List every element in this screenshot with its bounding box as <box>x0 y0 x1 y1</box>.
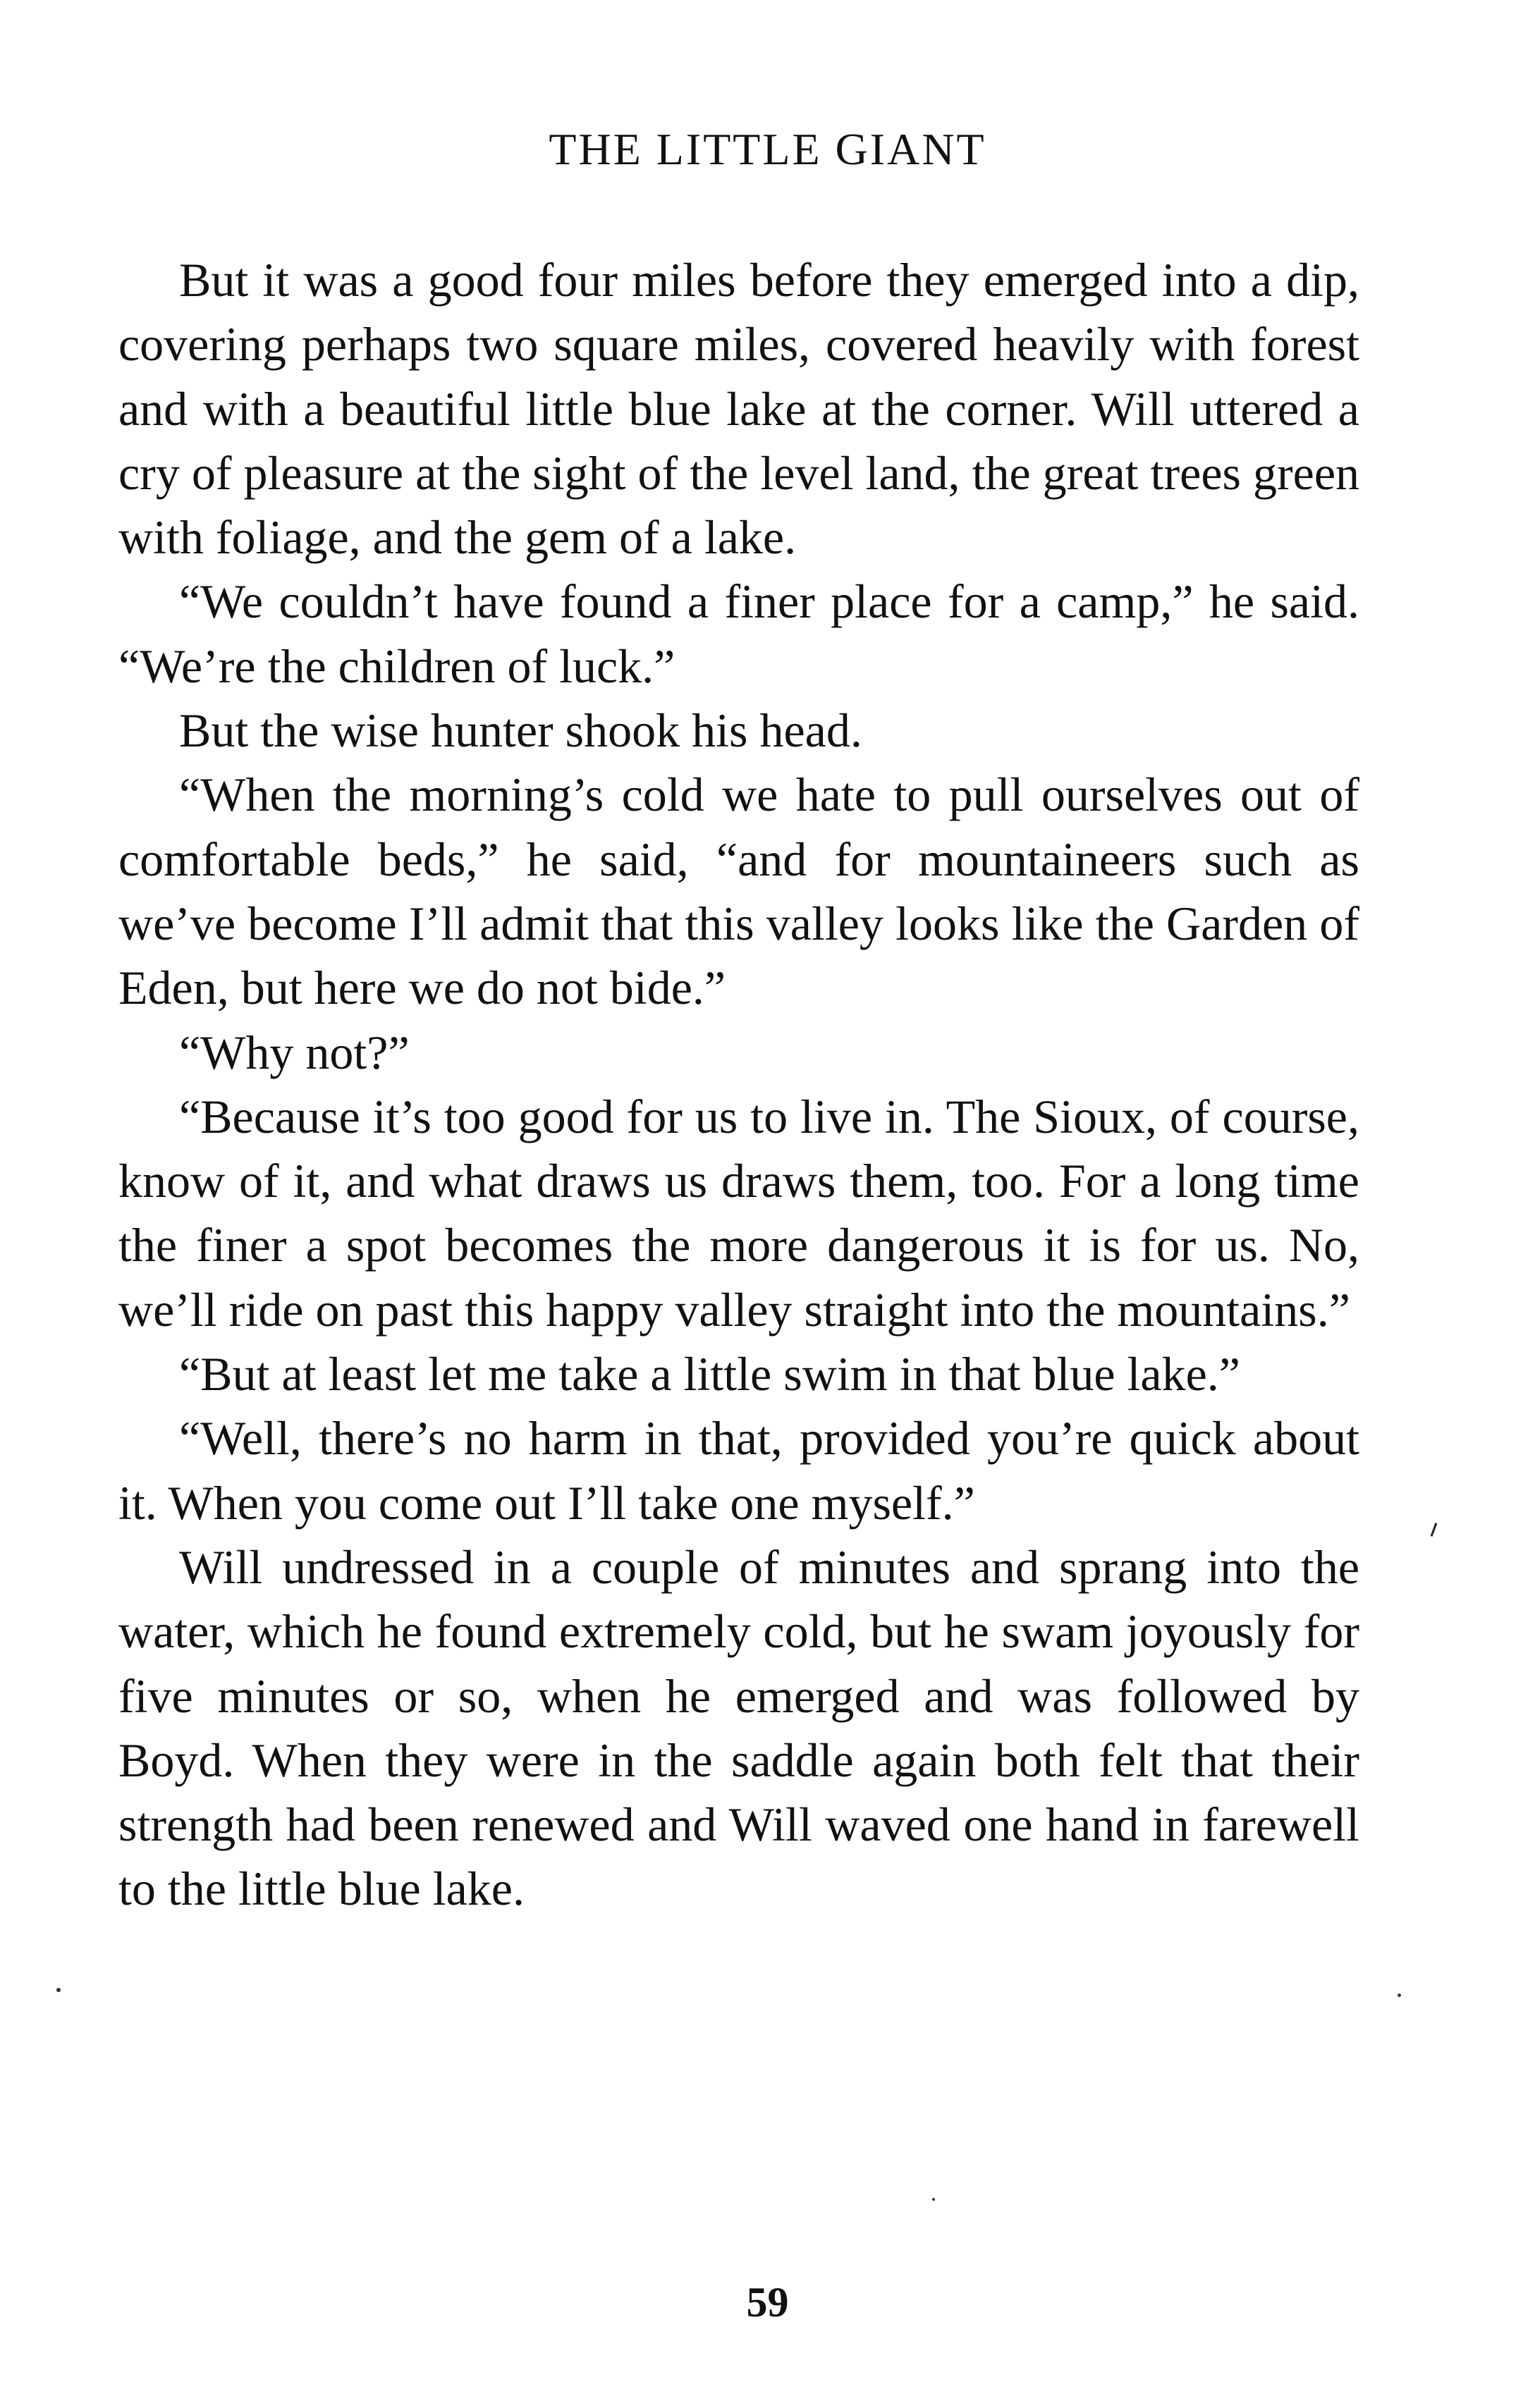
scan-speck <box>56 1988 61 1992</box>
page-number: 59 <box>746 2279 789 2326</box>
scan-speck <box>932 2198 935 2201</box>
paragraph: “We couldn’t have found a finer place for a camp,” he said. “We’re the children of luck.” <box>118 575 1359 693</box>
paragraph: “Because it’s too good for us to live in. The Sioux, of course, know of it, and what draws us draws them, too. For a long time the finer a spot becomes the more dangerous it is for us. No, we’ll ride on past this happy valley straight into the mountains.” <box>118 1089 1359 1337</box>
paragraph: Will undressed in a couple of minutes and sprang into the water, which he found extremely cold, but he swam joyously for five minutes or so, when he emerged and was followed by Boyd. When they were in the saddle again both felt that their strength had been renewed and Will waved one hand in farewell to the little blue lake. <box>118 1540 1359 1916</box>
body-text <box>118 248 1359 1922</box>
paragraph: But the wise hunter shook his head. <box>179 704 862 758</box>
paragraph: “But at least let me take a little swim in that blue lake.” <box>179 1347 1240 1401</box>
paragraph: But it was a good four miles before they emerged into a dip, covering perhaps two square miles, covered heavily with forest and with a beautiful little blue lake at the corner. Will uttered a cry of pleasure at the sight of the level land, the great trees green with foliage, and the gem of a lake. <box>118 253 1359 565</box>
scan-speck <box>1398 1994 1401 1997</box>
paragraph: “Why not?” <box>179 1025 410 1079</box>
running-head: THE LITTLE GIANT <box>549 124 986 174</box>
paragraph: “Well, there’s no harm in that, provided you’re quick about it. When you come out I’ll take one myself.” <box>118 1411 1359 1530</box>
scan-mark <box>1431 1523 1438 1537</box>
paragraph: “When the morning’s cold we hate to pull ourselves out of comfortable beds,” he said, “and for mountaineers such as we’ve become I’ll admit that this valley looks like the Garden of Eden, but here we do not bide.” <box>118 768 1359 1015</box>
